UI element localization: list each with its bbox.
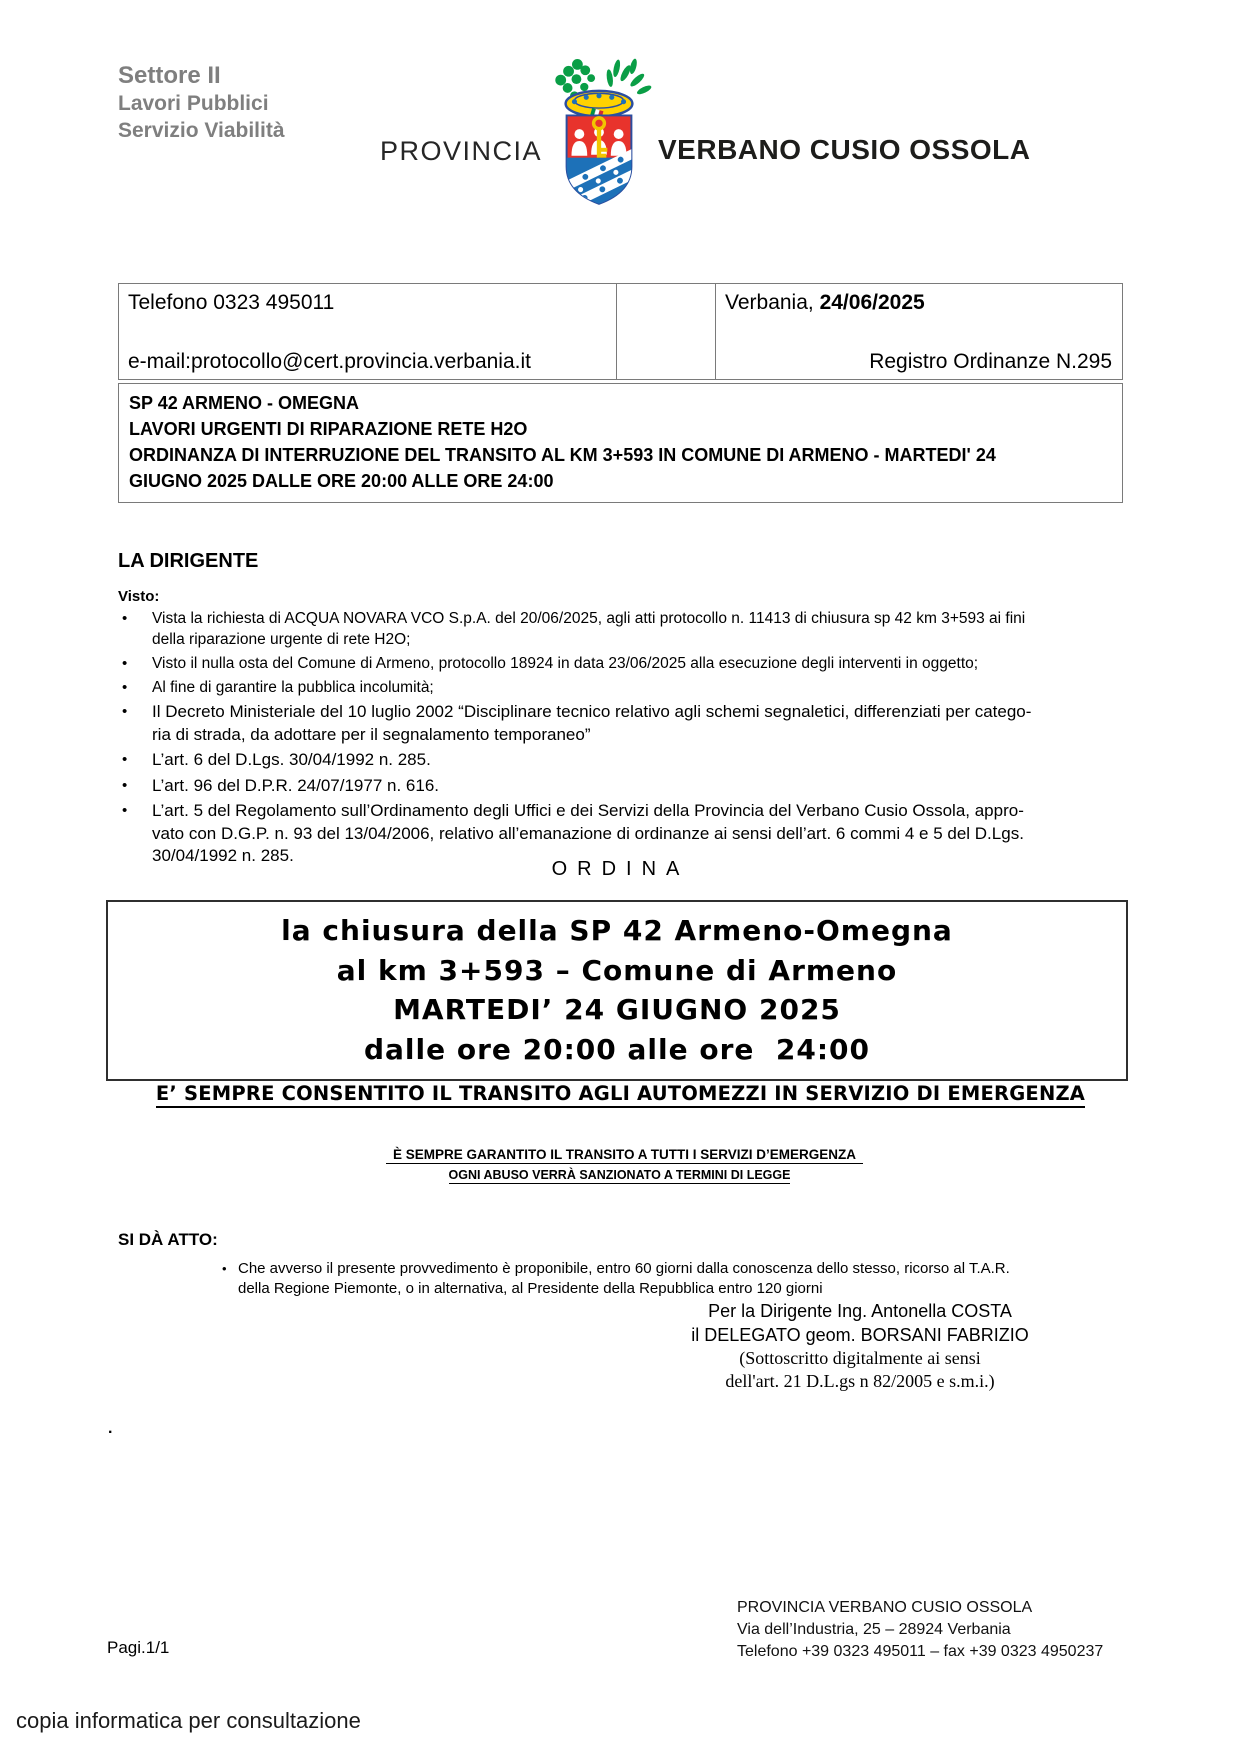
bullet-icon: •: [122, 802, 128, 819]
visto-line: Visto il nulla osta del Comune di Armeno, protocollo 18924 in data 23/06/2025 alla esecuzione degli interventi in oggetto;: [152, 655, 979, 672]
contact-cell: [119, 284, 617, 379]
emergency-services-guaranteed-text: È SEMPRE GARANTITO IL TRANSITO A TUTTI I SERVIZI D’EMERGENZA: [386, 1147, 863, 1164]
signature-block: [600, 1300, 1120, 1392]
date-registry-cell: [716, 284, 1122, 379]
list-item: [118, 775, 1133, 798]
digital-signature-note-line: (Sottoscritto digitalmente ai sensi: [739, 1348, 981, 1368]
list-item: [118, 608, 1133, 650]
footer-address: Via dell’Industria, 25 – 28924 Verbania: [737, 1621, 1011, 1638]
visto-line: 30/04/1992 n. 285.: [152, 846, 294, 865]
visto-line: L’art. 96 del D.P.R. 24/07/1977 n. 616.: [152, 775, 440, 795]
list-item: [222, 1259, 1010, 1298]
subject-line: SP 42 ARMENO - OMEGNA: [129, 393, 360, 413]
bullet-icon: •: [222, 1261, 227, 1276]
empty-cell: [617, 284, 716, 379]
visto-line: L’art. 5 del Regolamento sull’Ordinamento degli Uffici e dei Servizi della Provincia del Verbano Cusio Ossola, appro-: [152, 801, 1024, 820]
visto-line: Il Decreto Ministeriale del 10 luglio 2002 “Disciplinare tecnico relativo agli schemi segnaletici, differenziati per catego-: [152, 702, 1032, 721]
visto-line: Al fine di garantire la pubblica incolumità;: [152, 679, 434, 696]
visto-line: ria di strada, da adottare per il segnalamento temporaneo”: [152, 724, 591, 744]
emergency-transit-allowed-line: [118, 1082, 1123, 1105]
emergency-services-guaranteed-line: [118, 1146, 1131, 1164]
list-item: [118, 653, 1133, 674]
abuse-sanctioned-line: [118, 1166, 1121, 1184]
visto-line: della riparazione urgente di rete H2O;: [152, 631, 411, 648]
subject-line: LAVORI URGENTI DI RIPARAZIONE RETE H2O: [129, 419, 528, 439]
registry-number: Registro Ordinanze N.295: [869, 350, 1112, 373]
contact-info-table: [118, 283, 1123, 380]
bullet-icon: •: [122, 610, 128, 627]
subject-line: GIUGNO 2025 DALLE ORE 20:00 ALLE ORE 24:00: [129, 471, 554, 491]
sector-header: [118, 62, 285, 144]
stray-period: .: [108, 1420, 113, 1437]
bullet-icon: •: [122, 655, 128, 672]
digital-signature-note-line: dell'art. 21 D.L.gs n 82/2005 e s.m.i.): [725, 1370, 995, 1391]
visto-line: vato con D.G.P. n. 93 del 13/04/2006, relativo all’emanazione di ordinanze ai sensi dell’art. 6 commi 4 e 5 del D.Lgs.: [152, 823, 1024, 843]
order-box-line: la chiusura della SP 42 Armeno-Omegna: [281, 914, 953, 947]
delegate-line: il DELEGATO geom. BORSANI FABRIZIO: [691, 1324, 1029, 1345]
bullet-icon: •: [122, 679, 128, 696]
visto-label: Visto:: [118, 588, 160, 605]
footer-org: PROVINCIA VERBANO CUSIO OSSOLA: [737, 1599, 1033, 1616]
place-date-line: [725, 291, 1112, 315]
atto-line: della Regione Piemonte, o in alternativa, al Presidente della Repubblica entro 120 giorni: [238, 1279, 823, 1297]
bullet-icon: •: [122, 703, 128, 720]
order-box-line: dalle ore 20:00 alle ore 24:00: [363, 1032, 870, 1066]
email-value: e-mail:protocollo@cert.provincia.verbania.it: [128, 350, 531, 373]
dirigente-heading: LA DIRIGENTE: [118, 550, 259, 572]
subject-line: ORDINANZA DI INTERRUZIONE DEL TRANSITO AL KM 3+593 IN COMUNE DI ARMENO - MARTEDI' 24: [129, 445, 996, 465]
visto-line: L’art. 6 del D.Lgs. 30/04/1992 n. 285.: [152, 750, 431, 769]
visto-line: Vista la richiesta di ACQUA NOVARA VCO S.p.A. del 20/06/2025, agli atti protocollo n. 11413 di chiusura sp 42 km 3+593 ai fini: [152, 610, 1026, 627]
visto-list: [118, 608, 1133, 871]
sector-line-lavori: Lavori Pubblici: [118, 92, 269, 115]
provincia-coat-of-arms-icon: [545, 56, 653, 222]
copy-watermark: copia informatica per consultazione: [16, 1708, 361, 1733]
sector-line-servizio: Servizio Viabilità: [118, 119, 285, 142]
emergency-transit-allowed-text: E’ SEMPRE CONSENTITO IL TRANSITO AGLI AUTOMEZZI IN SERVIZIO DI EMERGENZA: [156, 1082, 1085, 1108]
order-box-line: al km 3+593 – Comune di Armeno: [336, 953, 898, 987]
footer-address-block: [737, 1597, 1103, 1663]
signer-role-line: Per la Dirigente Ing. Antonella COSTA: [708, 1301, 1012, 1321]
bullet-icon: •: [122, 776, 128, 794]
document-date: 24/06/2025: [819, 291, 925, 314]
footer-contacts: Telefono +39 0323 495011 – fax +39 0323 4950237: [737, 1643, 1104, 1660]
page-number: Pagi.1/1: [107, 1638, 170, 1657]
provincia-wordmark: PROVINCIA: [379, 136, 542, 166]
abuse-sanctioned-text: OGNI ABUSO VERRÀ SANZIONATO A TERMINI DI LEGGE: [448, 1168, 791, 1182]
subject-box: [118, 383, 1123, 503]
ordina-heading: ORDINA: [551, 858, 690, 880]
si-da-atto-heading: SI DÀ ATTO:: [118, 1230, 218, 1249]
order-box: [106, 900, 1128, 1081]
bullet-icon: •: [122, 751, 128, 768]
list-item: [118, 749, 1133, 772]
sector-title: Settore II: [118, 62, 221, 89]
atto-line: Che avverso il presente provvedimento è proponibile, entro 60 giorni dalla conoscenza dello stesso, ricorso al T.A.R.: [238, 1260, 1010, 1277]
city-label: Verbania,: [725, 291, 820, 314]
order-box-line: MARTEDI’ 24 GIUGNO 2025: [393, 993, 841, 1026]
list-item: [118, 701, 1133, 746]
verbano-cusio-ossola-wordmark: VERBANO CUSIO OSSOLA: [658, 134, 1031, 165]
phone-value: Telefono 0323 495011: [128, 291, 335, 314]
list-item: [118, 677, 1133, 698]
